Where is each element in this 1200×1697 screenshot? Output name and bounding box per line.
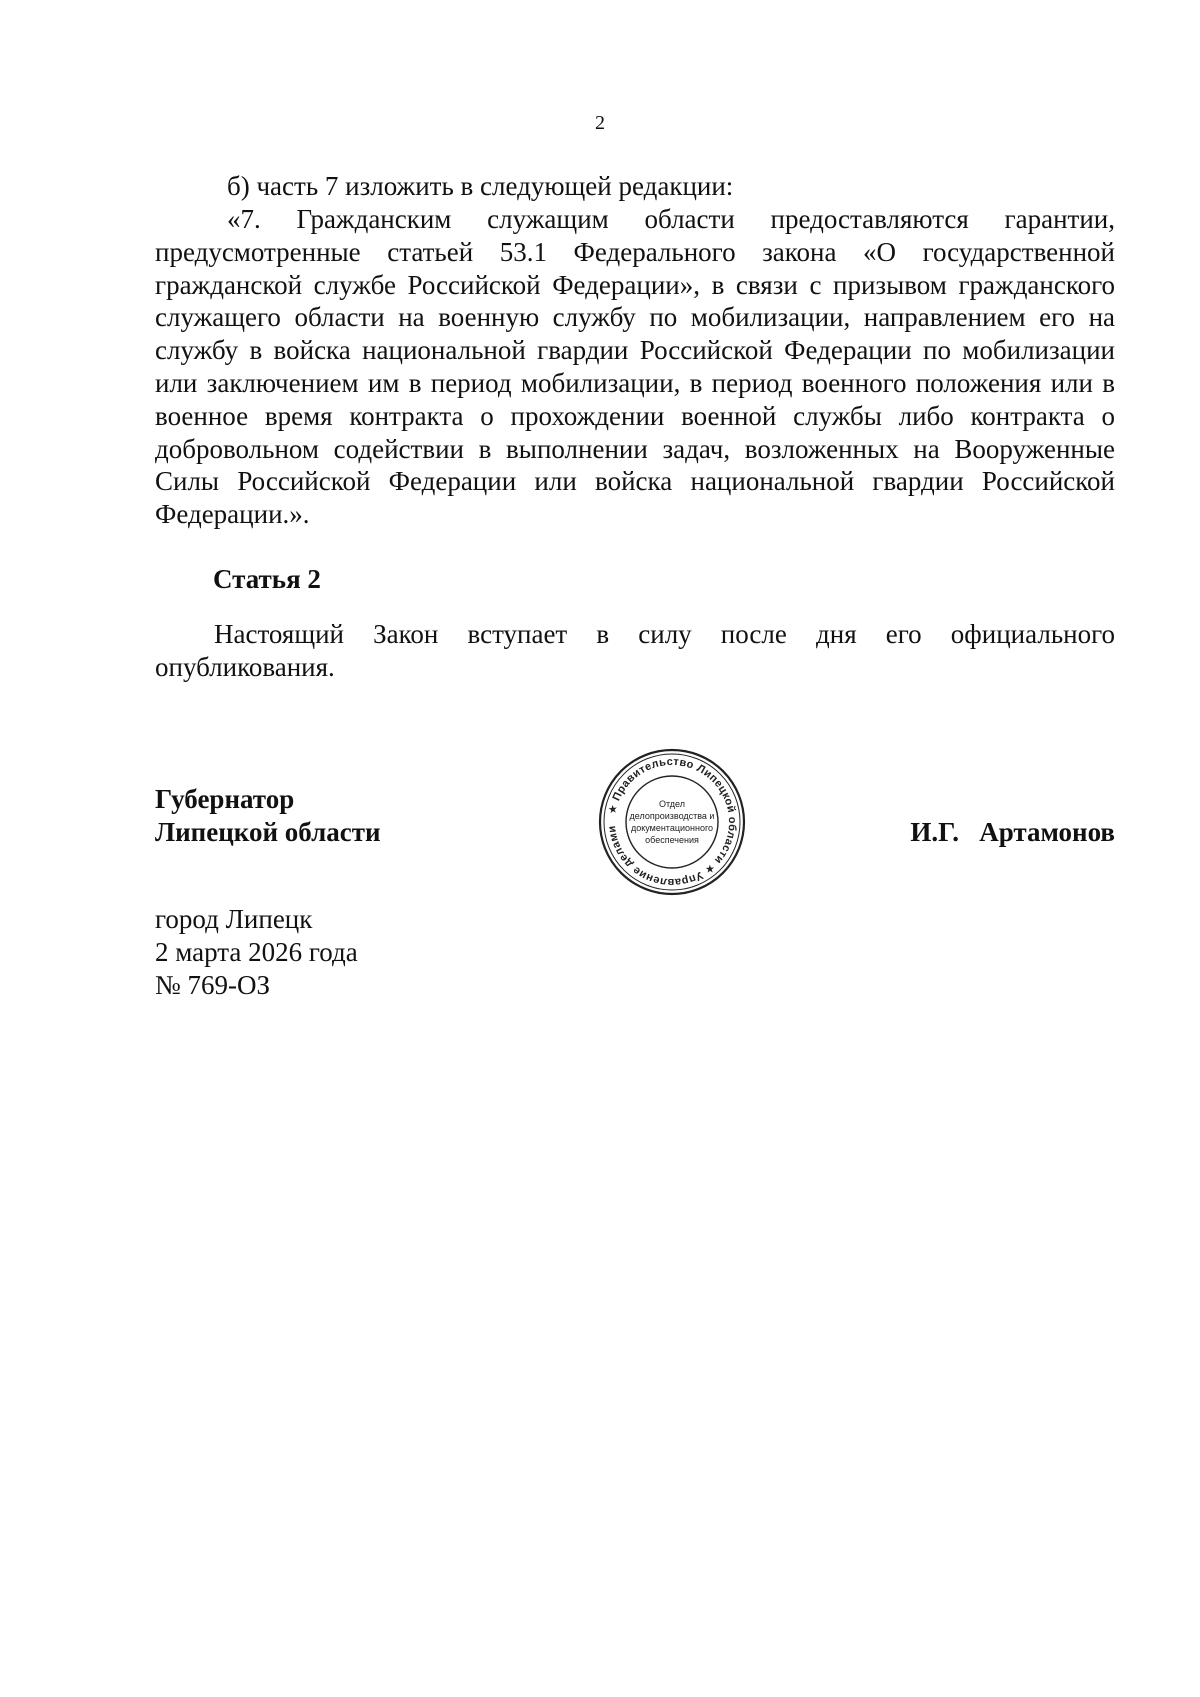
signing-details <box>155 903 358 1002</box>
amendment-intro: б) часть 7 изложить в следующей редакции: <box>227 171 734 201</box>
article-text: Настоящий Закон вступает в силу после дня его официального опубликования. <box>155 619 1115 682</box>
amendment-text: «7. Гражданским служащим области предоставляются гарантии, предусмотренные статьей 53.1 Федерального закона «О государственной гражданской службе Российской Федерации», в связи с призывом гражданского служащего области на военную службу по мобилизации, направлением его на службу в войска национальной гвардии Российской Федерации по мобилизации или заключением им в период мобилизации, в период военного положения или в военное время контракта о прохождении военной службы либо контракта о добровольном содействии в выполнении задач, возложенных на Вооруженные Силы Российской Федерации или войска национальной гвардии Российской Федерации.». <box>155 204 1115 530</box>
stamp-center-line-1: Отдел <box>658 799 686 809</box>
stamp-center-line-3: документационного <box>630 823 714 833</box>
signing-date: 2 марта 2026 года <box>155 937 358 967</box>
law-number: № 769-ОЗ <box>155 970 271 1000</box>
signer-title-line-1: Губернатор <box>155 784 295 814</box>
stamp-center-line-4: обеспечения <box>645 835 699 845</box>
signer-title-line-2: Липецкой области <box>155 817 381 847</box>
page-number: 2 <box>595 112 605 134</box>
stamp-center-line-2: делопроизводства и <box>629 811 715 821</box>
official-stamp-icon <box>597 747 747 897</box>
signer-title <box>155 783 381 849</box>
signer-name: И.Г. Артамонов <box>910 817 1115 847</box>
stamp-ring-text: ★ Правительство Липецкой области ★ Управление делами <box>606 755 739 889</box>
article-heading: Статья 2 <box>213 564 321 594</box>
signing-city: город Липецк <box>155 904 313 934</box>
